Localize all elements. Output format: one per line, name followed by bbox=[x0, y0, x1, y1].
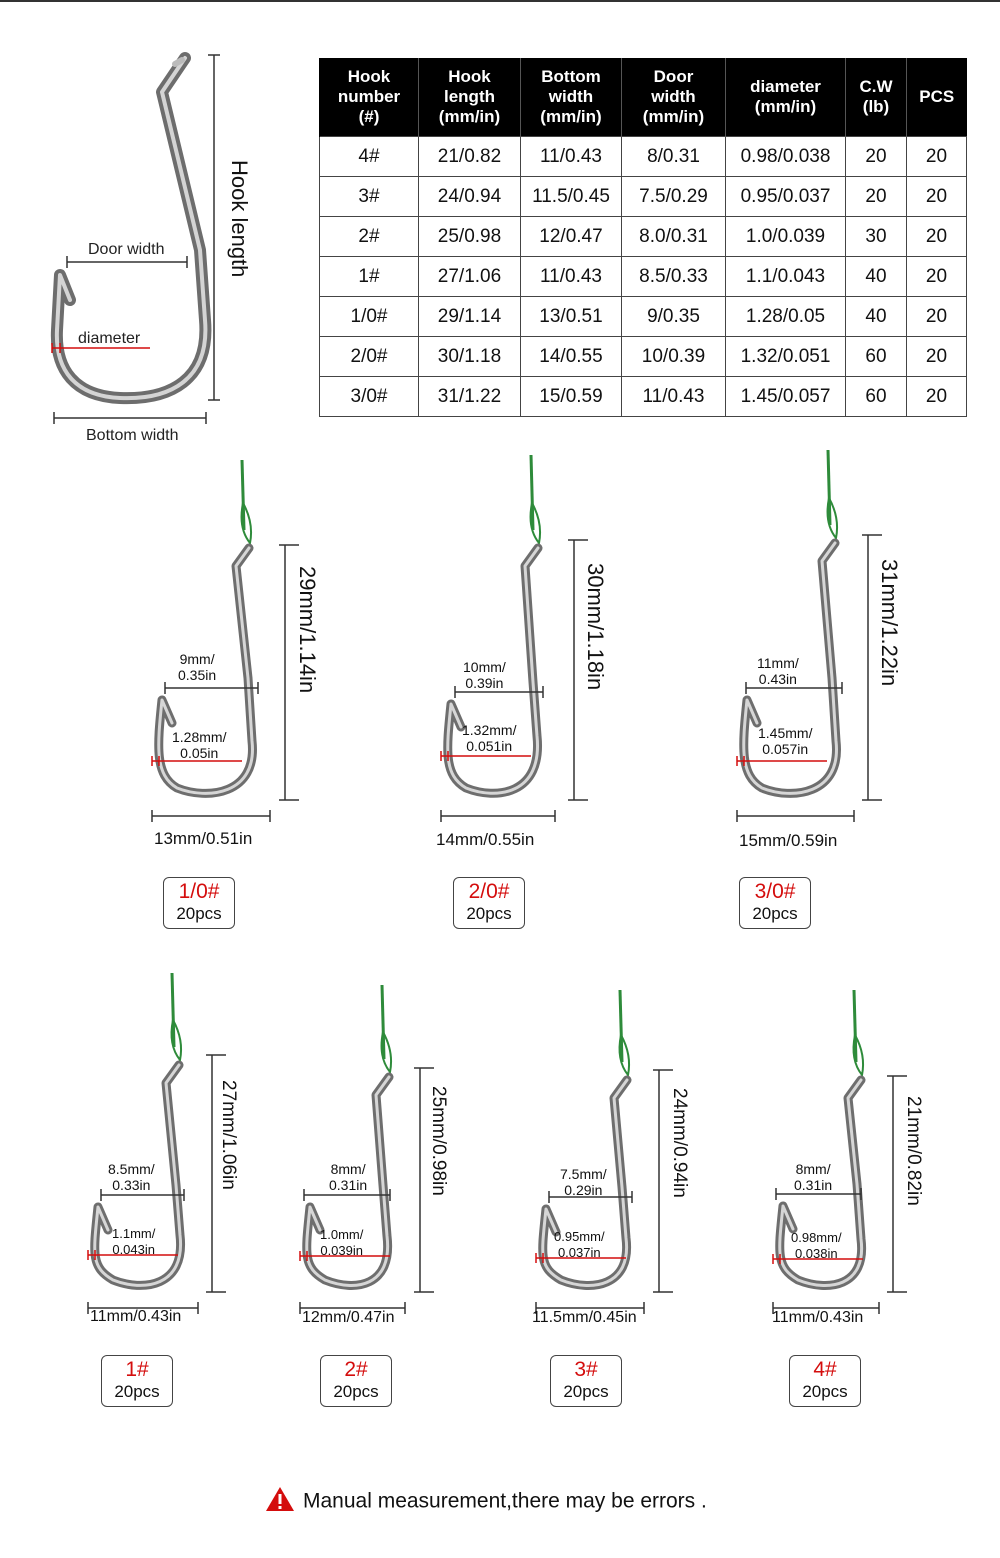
table-cell: 20 bbox=[846, 137, 907, 177]
table-cell: 20 bbox=[907, 297, 967, 337]
hook-1-0-badge: 1/0# 20pcs bbox=[163, 877, 235, 929]
header-door-width: Door width (mm/in) bbox=[622, 58, 726, 137]
table-cell: 1/0# bbox=[320, 297, 419, 337]
table-cell: 11/0.43 bbox=[521, 137, 622, 177]
hook-3-bottom-label: 11.5mm/0.45in bbox=[532, 1309, 637, 1326]
table-cell: 3/0# bbox=[320, 377, 419, 417]
hook-2-length-label: 25mm/0.98in bbox=[428, 1086, 449, 1196]
hook-1-length-label: 27mm/1.06in bbox=[218, 1080, 239, 1190]
table-cell: 21/0.82 bbox=[419, 137, 521, 177]
measurement-notice bbox=[265, 1486, 707, 1518]
diameter-label: diameter bbox=[78, 330, 141, 347]
table-cell: 20 bbox=[907, 377, 967, 417]
table-cell: 24/0.94 bbox=[419, 177, 521, 217]
table-cell: 20 bbox=[907, 217, 967, 257]
table-cell: 40 bbox=[846, 257, 907, 297]
table-cell: 1.32/0.051 bbox=[726, 337, 846, 377]
hook-2-badge: 2# 20pcs bbox=[320, 1355, 392, 1407]
table-cell: 1.0/0.039 bbox=[726, 217, 846, 257]
table-cell: 40 bbox=[846, 297, 907, 337]
table-cell: 10/0.39 bbox=[622, 337, 726, 377]
table-cell: 20 bbox=[907, 257, 967, 297]
table-cell: 9/0.35 bbox=[622, 297, 726, 337]
table-cell: 13/0.51 bbox=[521, 297, 622, 337]
table-cell: 8.0/0.31 bbox=[622, 217, 726, 257]
hook-2-door-label: 8mm/ 0.31in bbox=[329, 1161, 368, 1193]
hook-4-door-label: 8mm/ 0.31in bbox=[794, 1161, 833, 1193]
table-cell: 25/0.98 bbox=[419, 217, 521, 257]
hook-2-0-door-label: 10mm/ 0.39in bbox=[463, 659, 506, 691]
hook-3-badge: 3# 20pcs bbox=[550, 1355, 622, 1407]
hook-4-bottom-label: 11mm/0.43in bbox=[772, 1309, 864, 1326]
hook-1-bottom-label: 11mm/0.43in bbox=[90, 1308, 182, 1325]
hook-3-door-label: 7.5mm/ 0.29in bbox=[560, 1166, 607, 1198]
table-cell: 1# bbox=[320, 257, 419, 297]
warning-icon bbox=[265, 1486, 295, 1518]
table-cell: 14/0.55 bbox=[521, 337, 622, 377]
table-cell: 27/1.06 bbox=[419, 257, 521, 297]
table-cell: 15/0.59 bbox=[521, 377, 622, 417]
bottom-width-label: Bottom width bbox=[86, 427, 179, 444]
hook-2-diameter-label: 1.0mm/ 0.039in bbox=[320, 1227, 364, 1258]
hook-4-length-label: 21mm/0.82in bbox=[903, 1096, 924, 1206]
table-cell: 4# bbox=[320, 137, 419, 177]
hook-2-0-badge: 2/0# 20pcs bbox=[453, 877, 525, 929]
table-cell: 20 bbox=[907, 177, 967, 217]
hook-3-0-door-label: 11mm/ 0.43in bbox=[757, 655, 799, 687]
table-cell: 20 bbox=[907, 137, 967, 177]
hook-3-0-badge: 3/0# 20pcs bbox=[739, 877, 811, 929]
header-hook-length: Hook length (mm/in) bbox=[419, 58, 521, 137]
hook-2-0-length-label: 30mm/1.18in bbox=[583, 563, 608, 691]
door-width-label: Door width bbox=[88, 241, 165, 258]
table-cell: 1.45/0.057 bbox=[726, 377, 846, 417]
hook-1-0-length-label: 29mm/1.14in bbox=[295, 566, 320, 694]
header-bottom-width: Bottom width (mm/in) bbox=[521, 58, 622, 137]
hook-3-0-bottom-label: 15mm/0.59in bbox=[739, 831, 838, 850]
table-cell: 11/0.43 bbox=[622, 377, 726, 417]
table-cell: 11.5/0.45 bbox=[521, 177, 622, 217]
table-cell: 20 bbox=[846, 177, 907, 217]
hook-1-0-bottom-label: 13mm/0.51in bbox=[154, 829, 253, 848]
hook-2-0-bottom-label: 14mm/0.55in bbox=[436, 830, 535, 849]
table-cell: 1.28/0.05 bbox=[726, 297, 846, 337]
header-cw: C.W (lb) bbox=[846, 58, 907, 137]
hook-1-door-label: 8.5mm/ 0.33in bbox=[108, 1161, 155, 1193]
hook-1-diameter-label: 1.1mm/ 0.043in bbox=[112, 1226, 156, 1257]
table-cell: 11/0.43 bbox=[521, 257, 622, 297]
header-pcs: PCS bbox=[907, 58, 967, 137]
table-cell: 60 bbox=[846, 377, 907, 417]
table-cell: 2# bbox=[320, 217, 419, 257]
table-cell: 31/1.22 bbox=[419, 377, 521, 417]
table-cell: 12/0.47 bbox=[521, 217, 622, 257]
table-cell: 8/0.31 bbox=[622, 137, 726, 177]
table-cell: 2/0# bbox=[320, 337, 419, 377]
hook-1-0-diameter-label: 1.28mm/ 0.05in bbox=[172, 729, 227, 761]
hook-1-badge: 1# 20pcs bbox=[101, 1355, 173, 1407]
header-hook-number: Hook number (#) bbox=[320, 58, 419, 137]
table-cell: 20 bbox=[907, 337, 967, 377]
hook-2-bottom-label: 12mm/0.47in bbox=[302, 1309, 395, 1326]
header-diameter: diameter (mm/in) bbox=[726, 58, 846, 137]
hook-2-0-diameter-label: 1.32mm/ 0.051in bbox=[462, 722, 517, 754]
hook-3-0-diameter-label: 1.45mm/ 0.057in bbox=[758, 725, 813, 757]
table-cell: 1.1/0.043 bbox=[726, 257, 846, 297]
table-cell: 7.5/0.29 bbox=[622, 177, 726, 217]
notice-text: Manual measurement,there may be errors . bbox=[303, 1489, 707, 1513]
hook-4-badge: 4# 20pcs bbox=[789, 1355, 861, 1407]
table-cell: 0.98/0.038 bbox=[726, 137, 846, 177]
table-cell: 30/1.18 bbox=[419, 337, 521, 377]
hook-4-diameter-label: 0.98mm/ 0.038in bbox=[791, 1230, 842, 1261]
hook-3-0-length-label: 31mm/1.22in bbox=[877, 559, 902, 687]
hook-1-0-door-label: 9mm/ 0.35in bbox=[178, 651, 217, 683]
table-cell: 0.95/0.037 bbox=[726, 177, 846, 217]
table-cell: 3# bbox=[320, 177, 419, 217]
hook-3-diameter-label: 0.95mm/ 0.037in bbox=[554, 1229, 605, 1260]
hook-3-length-label: 24mm/0.94in bbox=[669, 1088, 690, 1198]
table-cell: 29/1.14 bbox=[419, 297, 521, 337]
table-cell: 8.5/0.33 bbox=[622, 257, 726, 297]
table-cell: 60 bbox=[846, 337, 907, 377]
table-cell: 30 bbox=[846, 217, 907, 257]
hook-length-label: Hook length bbox=[227, 160, 252, 278]
